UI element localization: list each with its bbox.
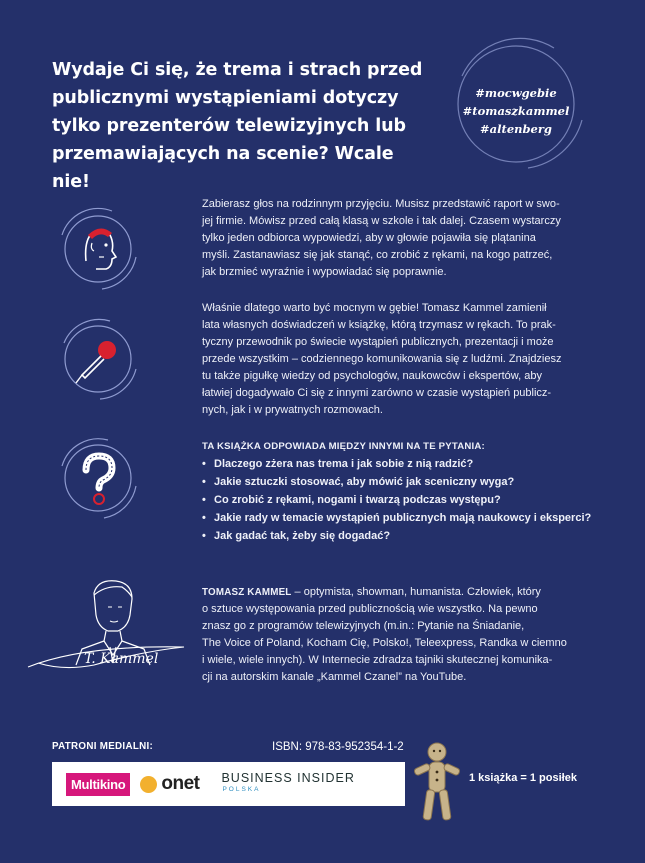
- questions-title: TA KSIĄŻKA ODPOWIADA MIĘDZY INNYMI NA TE PYTANIA:: [202, 441, 485, 452]
- text-line: Zabierasz głos na rodzinnym przyjęciu. Musisz przedstawić raport w swo-: [202, 198, 560, 210]
- text-line: Właśnie dlatego warto być mocnym w gębie! Tomasz Kammel zamienił: [202, 302, 547, 314]
- questions-list: [202, 455, 606, 545]
- media-patrons-logos: [52, 762, 405, 806]
- hashtag-item: #tomaszkammel: [462, 104, 570, 118]
- text-line: i wiele, wiele innych). W Internecie zdradza tajniki skutecznej komunika-: [202, 654, 553, 666]
- hashtag-badge: [432, 36, 600, 172]
- text-line: myśli. Zastanawiasz się jak stanąć, co zrobić z rękami, na kogo patrzeć,: [202, 249, 553, 261]
- text-line: jej firmie. Mówisz przed całą klasą w szkole i tak dalej. Czasem wystarczy: [202, 215, 561, 227]
- author-bio-first-line: – optymista, showman, humanista. Człowiek, który: [291, 586, 541, 598]
- hashtag-item: #mocwgebie: [475, 86, 557, 100]
- headline: Wydaje Ci się, że trema i strach przed publicznymi wystąpieniami dotyczy tylko prezenterów telewizyjnych lub przemawiających na scenie? Wcale nie!: [52, 60, 423, 192]
- microphone-icon: [52, 313, 144, 405]
- onet-dot-icon: [140, 776, 157, 793]
- question-item: • Co zrobić z rękami, nogami i twarzą podczas występu?: [202, 491, 606, 509]
- book-charity-note: 1 książka = 1 posiłek: [469, 772, 577, 784]
- text-line: lata własnych doświadczeń w książkę, którą trzymasz w rękach. To prak-: [202, 319, 556, 331]
- text-line: o sztuce występowania przed publicznością wie wszystko. Na pewno: [202, 603, 538, 615]
- text-line: jak brzmieć wyraźnie i wypowiadać się poprawnie.: [202, 266, 447, 278]
- multikino-logo: Multikino: [66, 773, 130, 796]
- hashtag-item: #altenberg: [480, 122, 552, 136]
- question-item: • Dlaczego zżera nas trema i jak sobie z nią radzić?: [202, 455, 606, 473]
- text-line: znasz go z programów telewizyjnych (m.in.: Pytanie na Śniadanie,: [202, 620, 525, 632]
- text-line: nych, jak i w prywatnych rozmowach.: [202, 404, 383, 416]
- gingerbread-figure-icon: [410, 738, 464, 834]
- business-insider-logo: [221, 772, 354, 796]
- text-line: [202, 584, 606, 601]
- face-icon: [52, 203, 144, 295]
- business-insider-logo-sub: POLSKA: [222, 786, 261, 793]
- question-item: • Jak gadać tak, żeby się dogadać?: [202, 527, 606, 545]
- intro-paragraph: [202, 196, 606, 281]
- questions-section: [202, 438, 606, 545]
- question-icon: [52, 432, 144, 524]
- onet-logo-text: onet: [161, 773, 200, 794]
- text-line: przede wszystkim – codziennego komunikowania się z ludźmi. Znajdziesz: [202, 353, 562, 365]
- text-line: tylko jeden odbiorca wypowiedzi, aby w głowie pojawiła się plątanina: [202, 232, 536, 244]
- text-line: The Voice of Poland, Kocham Cię, Polsko!, Teleexpress, Randka w ciemno: [202, 637, 567, 649]
- hashtag-list: [432, 84, 600, 138]
- text-line: tyczny przewodnik po świecie wystąpień publicznych, prezentacji i może: [202, 336, 554, 348]
- business-insider-logo-text: BUSINESS INSIDER: [221, 771, 355, 785]
- media-patrons-label: PATRONI MEDIALNI:: [52, 741, 154, 752]
- question-item: • Jakie rady w temacie wystąpień publicznych mają naukowcy i eksperci?: [202, 509, 606, 527]
- author-portrait-icon: [24, 575, 194, 675]
- author-bio: [202, 584, 606, 686]
- text-line: łatwiej dogadywało Ci się z innymi zarówno w czasie wystąpień publicz-: [202, 387, 552, 399]
- question-item: • Jakie sztuczki stosować, aby mówić jak sceniczny wyga?: [202, 473, 606, 491]
- text-line: cji na autorskim kanale „Kammel Czanel” na YouTube.: [202, 671, 467, 683]
- author-name: TOMASZ KAMMEL: [202, 587, 292, 598]
- text-line: tu także pigułkę wiedzy od psychologów, naukowców i ekspertów, aby: [202, 370, 542, 382]
- book-description-paragraph: [202, 300, 606, 419]
- isbn: ISBN: 978-83-952354-1-2: [272, 741, 404, 753]
- signature: T. Kammel: [84, 651, 159, 667]
- onet-logo: [140, 773, 199, 795]
